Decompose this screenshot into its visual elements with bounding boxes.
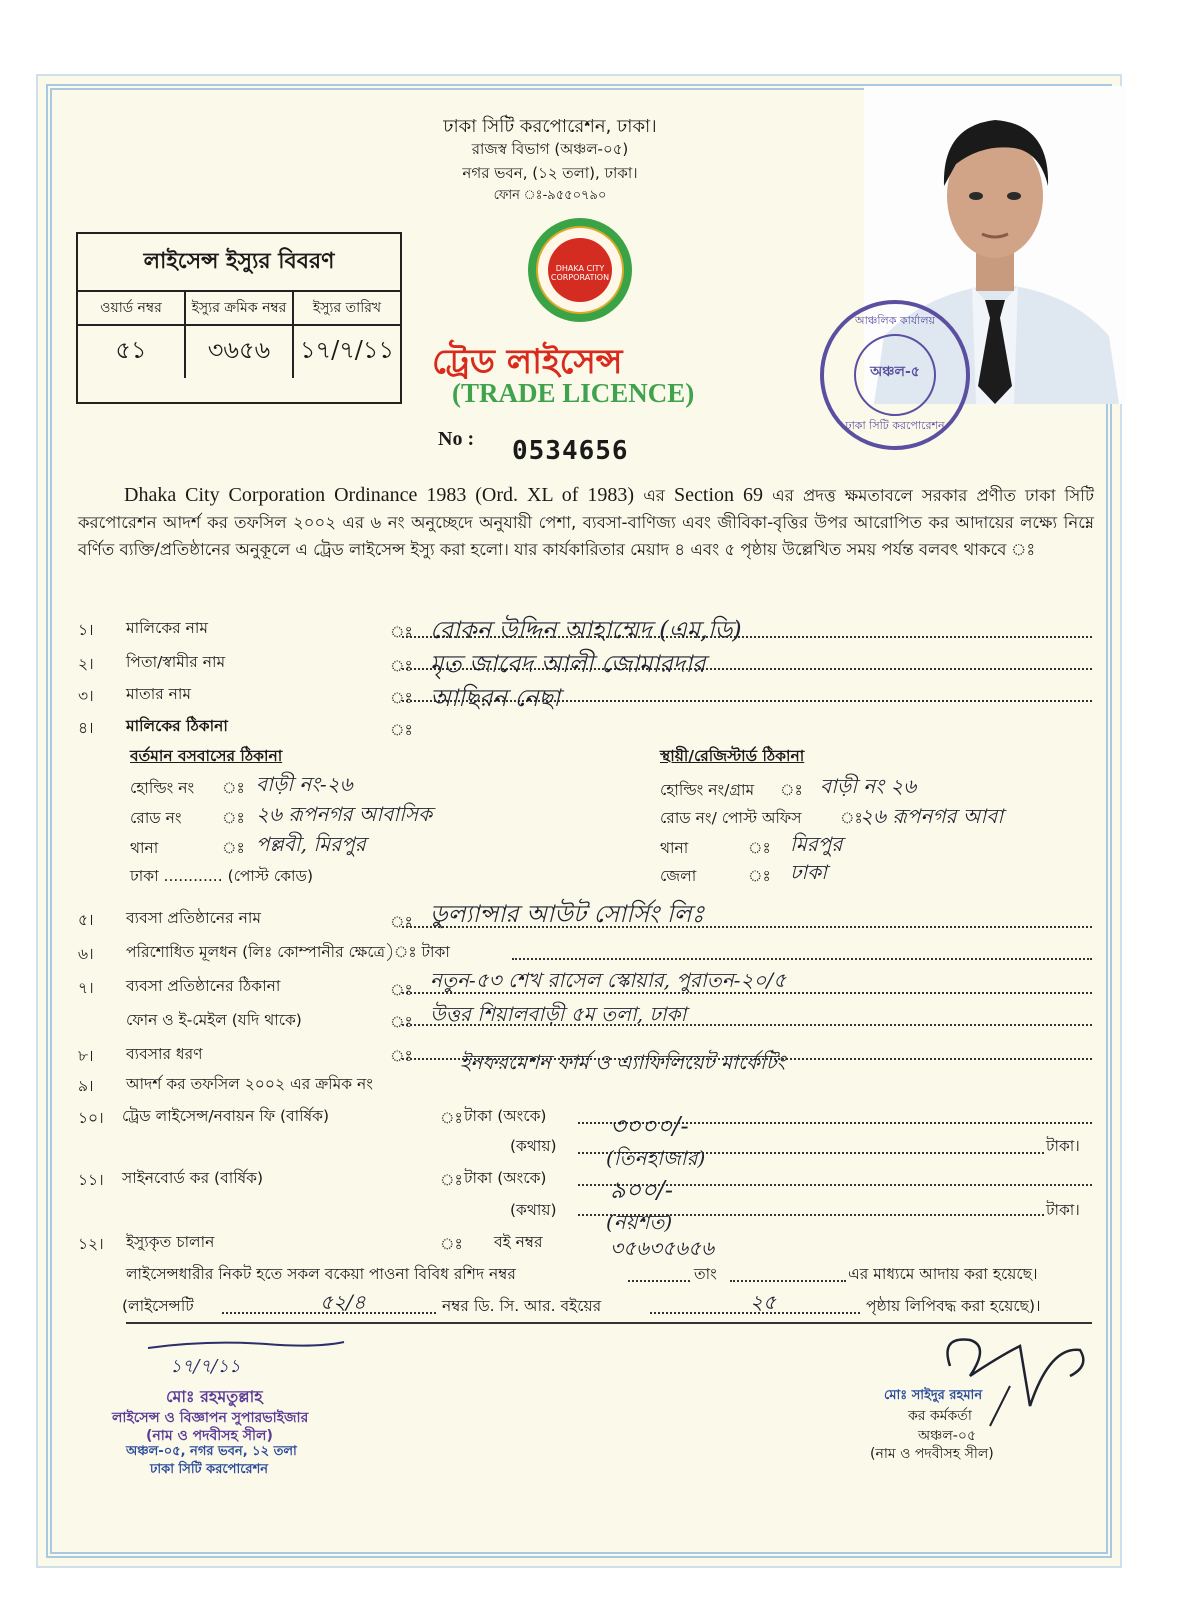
receipt-line-part1: লাইসেন্সধারীর নিকট হতে সকল বকেয়া পাওনা বিবিধ রশিদ নম্বর <box>126 1265 516 1283</box>
intro-body: এর প্রদত্ত ক্ষমতাবলে সরকার প্রণীত ঢাকা সিটি করপোরেশন আদর্শ কর তফসিল ২০০২ এর ৬ নং অনুচ্ছেদে অনুযায়ী পেশা, ব্যবসা-বাণিজ্য এবং জীবিকা-বৃত্তির উপর আরোপিত কর আদায়ের লক্ষ্যে নিম্নে বর্ণিত ব্যক্তি/প্রতিষ্ঠানের অনুকূলে এ ট্রেড লাইসেন্স ইস্যু করা হলো। যার কার্যকারিতার মেয়াদ ৪ এবং ৫ পৃষ্ঠায় উল্লেখিত সময় পর্যন্ত বলবৎ থাকবে ঃ <box>78 486 1094 559</box>
field-4-number: ৪। <box>78 719 94 737</box>
field-1-number: ১। <box>78 621 94 639</box>
business-name-value: ডুল্যান্সার আউট সোর্সিং লিঃ <box>430 900 705 928</box>
field-11-label: সাইনবোর্ড কর (বার্ষিক) <box>122 1169 264 1187</box>
permanent-district-label: জেলা <box>660 867 697 885</box>
field-12-number: ১২। <box>78 1235 104 1253</box>
left-signatory-name: মোঃ রহমতুল্লাহ <box>166 1387 263 1406</box>
left-signatory-seal-note: (নাম ও পদবীসহ সীল) <box>146 1428 273 1444</box>
right-signatory-name: মোঃ সাইদুর রহমান <box>884 1388 983 1403</box>
field-4-label: মালিকের ঠিকানা <box>126 717 228 735</box>
field-12-label: ইস্যুকৃত চালান <box>126 1233 215 1251</box>
register-line-part3: পৃষ্ঠায় লিপিবদ্ধ করা হয়েছে)। <box>866 1297 1041 1315</box>
left-signatory-office: অঞ্চল-০৫, নগর ভবন, ১২ তলা <box>126 1444 297 1459</box>
field-7b-label: ফোন ও ই-মেইল (যদি থাকে) <box>126 1011 302 1029</box>
present-dhaka-postcode: ঢাকা ............ (পোস্ট কোড) <box>130 867 314 885</box>
present-thana-value: পল্লবী, মিরপুর <box>256 832 366 856</box>
permanent-holding-value: বাড়ী নং ২৬ <box>820 774 917 798</box>
header-line-1: ঢাকা সিটি করপোরেশন, ঢাকা। <box>443 116 657 137</box>
field-10-label: ট্রেড লাইসেন্স/নবায়ন ফি (বার্ষিক) <box>122 1107 330 1125</box>
field-2-number: ২। <box>78 655 94 673</box>
ward-value: ৫১ <box>78 326 186 378</box>
present-holding-label: হোল্ডিং নং <box>130 779 195 797</box>
field-10-amount-label: টাকা (অংকে) <box>464 1107 547 1125</box>
present-thana-label: থানা <box>130 839 159 857</box>
permanent-holding-label: হোল্ডিং নং/গ্রাম <box>660 781 755 799</box>
mother-name-value: আছিরন নেছা <box>430 684 561 712</box>
left-signatory-title: লাইসেন্স ও বিজ্ঞাপন সুপারভাইজার <box>112 1410 309 1426</box>
col-serial: ইস্যুর ক্রমিক নম্বর <box>186 292 294 324</box>
intro-connector: এর <box>634 486 675 505</box>
field-10-words-label: (কথায়) <box>510 1137 557 1155</box>
col-ward: ওয়ার্ড নম্বর <box>78 292 186 324</box>
present-address-heading: বর্তমান বসবাসের ঠিকানা <box>130 747 283 765</box>
header-line-4: ফোন ঃ-৯৫৫০৭৯০ <box>493 188 607 203</box>
permanent-road-value: ২৬ রূপনগর আবা <box>860 804 1004 828</box>
permanent-thana-label: থানা <box>660 839 689 857</box>
field-12-book-label: বই নম্বর <box>494 1233 543 1251</box>
father-name-value: মৃত জাবেদ আলী জোমারদার <box>430 650 706 678</box>
register-number-value: ৫২/৪ <box>320 1290 366 1314</box>
field-3-label: মাতার নাম <box>126 685 192 703</box>
signboard-tax-amount: ৯০০/- <box>610 1176 673 1204</box>
field-10-number: ১০। <box>78 1109 104 1127</box>
receipt-line-part3: এর মাধ্যমে আদায় করা হয়েছে। <box>848 1265 1038 1283</box>
intro-ordinance: Dhaka City Corporation Ordinance 1983 (Ord. XL of 1983) <box>124 484 635 506</box>
register-page-value: ২৫ <box>750 1290 776 1314</box>
permanent-thana-value: মিরপুর <box>790 832 843 856</box>
challan-book-number: ৩৫৬৩৫৬৫৬ <box>610 1236 714 1260</box>
title-bangla: ট্রেড লাইসেন্স <box>432 342 623 382</box>
header-line-2: রাজস্ব বিভাগ (অঞ্চল-০৫) <box>471 140 629 158</box>
permanent-district-value: ঢাকা <box>790 860 827 884</box>
receipt-line-part2: তাং <box>694 1265 717 1283</box>
field-11-amount-label: টাকা (অংকে) <box>464 1169 547 1187</box>
business-address-line2: উত্তর শিয়ালবাড়ী ৫ম তলা, ঢাকা <box>430 1002 687 1026</box>
intro-section: Section 69 <box>674 484 763 506</box>
present-holding-value: বাড়ী নং-২৬ <box>256 772 353 796</box>
left-signature-date: ১৭/৭/১১ <box>170 1356 241 1377</box>
register-line-part1: (লাইসেন্সটি <box>122 1297 194 1315</box>
issue-box-title: লাইসেন্স ইস্যুর বিবরণ <box>78 234 400 292</box>
field-2-label: পিতা/স্বামীর নাম <box>126 653 226 671</box>
field-9-number: ৯। <box>78 1077 94 1095</box>
field-5-number: ৫। <box>78 911 94 929</box>
field-11-number: ১১। <box>78 1171 104 1189</box>
right-signatory-seal-note: (নাম ও পদবীসহ সীল) <box>870 1446 994 1462</box>
licence-number-value: 0534656 <box>512 436 629 466</box>
field-6-label: পরিশোধিত মূলধন (লিঃ কোম্পানীর ক্ষেত্রে)ঃ টাকা <box>126 943 450 961</box>
field-8-label: ব্যবসার ধরণ <box>126 1045 203 1063</box>
seal-text: DHAKA CITY CORPORATION <box>550 264 610 282</box>
field-7-number: ৭। <box>78 979 94 997</box>
field-5-label: ব্যবসা প্রতিষ্ঠানের নাম <box>126 909 261 927</box>
field-3-number: ৩। <box>78 687 94 705</box>
right-signatory-title: কর কর্মকর্তা <box>908 1408 972 1424</box>
field-10-taka: টাকা। <box>1046 1137 1080 1155</box>
permanent-road-label: রোড নং/ পোস্ট অফিস <box>660 809 802 827</box>
field-11-taka: টাকা। <box>1046 1201 1080 1219</box>
signboard-tax-words: (নয়শত) <box>606 1210 673 1234</box>
field-9-label: আদর্শ কর তফসিল ২০০২ এর ক্রমিক নং <box>126 1075 373 1093</box>
field-6-number: ৬। <box>78 945 94 963</box>
present-road-label: রোড নং <box>130 809 182 827</box>
stamp-bottom-text: ঢাকা সিটি করপোরেশন <box>845 419 945 432</box>
issue-details-box <box>76 232 402 404</box>
serial-value: ৩৬৫৬ <box>186 326 294 378</box>
col-date: ইস্যুর তারিখ <box>312 300 382 316</box>
date-value: ১৭/৭/১১ <box>299 336 395 364</box>
register-line-part2: নম্বর ডি. সি. আর. বইয়ের <box>442 1297 602 1315</box>
licence-number-label: No : <box>438 428 475 450</box>
stamp-top-text: আঞ্চলিক কার্যালয় <box>854 314 936 327</box>
city-corporation-seal-icon <box>528 218 632 322</box>
owner-name-value: রোকন উদ্দিন আহাম্মেদ (এম,ডি) <box>430 616 742 644</box>
field-8-number: ৮। <box>78 1047 94 1065</box>
title-english: (TRADE LICENCE) <box>452 378 695 408</box>
field-11-words-label: (কথায়) <box>510 1201 557 1219</box>
left-signatory-org: ঢাকা সিটি করপোরেশন <box>150 1462 269 1477</box>
permanent-address-heading: স্থায়ী/রেজিস্টার্ড ঠিকানা <box>660 747 805 765</box>
regional-office-stamp-icon <box>820 300 970 450</box>
header-line-3: নগর ভবন, (১২ তলা), ঢাকা। <box>462 164 638 182</box>
divider <box>126 1322 1092 1324</box>
business-type-value: ইনফরমেশন ফার্ম ও এ্যাফিলিয়েট মার্কেটিং <box>460 1050 786 1074</box>
trade-fee-words: (তিনহাজার) <box>606 1146 706 1170</box>
field-1-label: মালিকের নাম <box>126 619 208 637</box>
intro-paragraph <box>78 482 1094 563</box>
business-address-value: নতুন-৫৩ শেখ রাসেল স্কোয়ার, পুরাতন-২০/৫ <box>430 968 787 992</box>
stamp-middle-text: অঞ্চল-৫ <box>870 364 920 380</box>
field-7-label: ব্যবসা প্রতিষ্ঠানের ঠিকানা <box>126 977 281 995</box>
right-signatory-zone: অঞ্চল-০৫ <box>918 1428 977 1444</box>
trade-fee-amount: ৩০০০/- <box>610 1112 689 1140</box>
present-road-value: ২৬ রূপনগর আবাসিক <box>256 802 433 826</box>
